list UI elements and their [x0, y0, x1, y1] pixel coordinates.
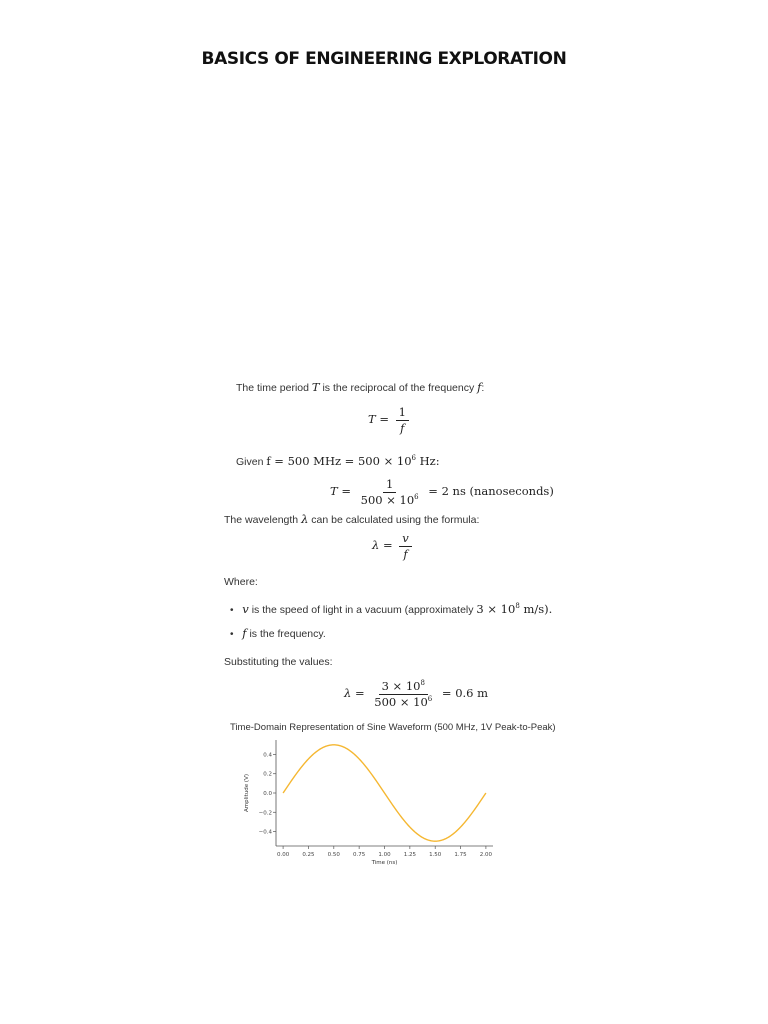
y-tick-label: −0.2	[258, 810, 272, 817]
substituting-label: Substituting the values:	[224, 656, 333, 668]
text-fragment: can be calculated using the formula:	[311, 514, 480, 526]
sine-wave-chart	[236, 734, 506, 874]
x-tick-label: 1.50	[429, 852, 442, 858]
numerator: 1	[396, 406, 409, 421]
y-tick-label: 0.4	[263, 752, 272, 759]
unit: Hz:	[419, 454, 440, 468]
sine-series-line	[283, 745, 486, 841]
exponent: 6	[427, 694, 433, 703]
unit: m/s).	[523, 602, 553, 616]
y-tick-label: 0.2	[263, 771, 272, 778]
x-tick-label: 0.25	[302, 852, 315, 858]
numerator-base: 3 × 10	[381, 679, 421, 693]
eq-lhs: T	[330, 484, 338, 499]
text-fragment: :	[481, 382, 485, 394]
bullet-text: is the speed of light in a vacuum (approximately	[251, 604, 474, 616]
denominator-base: 500 × 10	[360, 492, 415, 507]
numerator: v	[399, 532, 412, 547]
numerator	[379, 680, 428, 695]
given-expression	[266, 454, 439, 468]
symbol-lambda: λ	[301, 512, 309, 526]
x-tick-label: 1.75	[454, 852, 467, 858]
speed-base: 3 × 10	[476, 602, 516, 616]
denominator	[358, 493, 422, 507]
text-fragment: The time period	[236, 382, 309, 394]
fraction	[358, 478, 422, 506]
denominator: f	[403, 546, 408, 561]
page-title: BASICS OF ENGINEERING EXPLORATION	[201, 49, 567, 69]
bullet-speed-of-light	[230, 602, 552, 616]
fraction	[399, 532, 412, 560]
denominator-base: 500 × 10	[374, 694, 428, 709]
chart-ticks	[259, 752, 493, 858]
equation-period-value	[330, 478, 554, 506]
bullet-icon: •	[230, 629, 234, 640]
eq-equals: =	[354, 686, 365, 701]
eq-rhs: = 0.6 m	[441, 686, 489, 701]
y-tick-label: 0.0	[263, 791, 272, 797]
exponent: 6	[414, 492, 419, 501]
symbol-t: T	[311, 380, 320, 394]
text-line-wavelength	[224, 512, 479, 526]
y-tick-label: −0.4	[258, 829, 272, 836]
eq-lhs: λ	[372, 538, 380, 553]
x-axis-label: Time (ns)	[371, 860, 398, 866]
exponent: 8	[515, 602, 520, 610]
symbol-v: v	[242, 602, 249, 616]
equation-period	[368, 406, 412, 434]
eq-lhs: T	[368, 412, 376, 427]
fraction	[371, 680, 435, 708]
x-tick-label: 0.50	[327, 852, 340, 858]
symbol-f: f	[242, 626, 247, 640]
chart-title: Time-Domain Representation of Sine Waveform (500 MHz, 1V Peak-to-Peak)	[230, 722, 556, 733]
numerator: 1	[383, 478, 396, 493]
equation-wavelength-value	[344, 680, 488, 708]
text-line-given	[236, 454, 440, 468]
y-axis-label: Amplitude (V)	[244, 774, 250, 812]
given-value: f = 500 MHz = 500 × 10	[266, 454, 412, 468]
bullet-icon: •	[230, 605, 234, 616]
text-fragment: The wavelength	[224, 514, 299, 526]
exponent: 6	[411, 454, 416, 462]
symbol-f: f	[477, 380, 482, 394]
eq-equals: =	[379, 412, 389, 427]
eq-equals: =	[341, 484, 351, 499]
bullet-text: is the frequency.	[249, 628, 326, 640]
x-tick-label: 0.75	[353, 852, 366, 858]
x-tick-label: 2.00	[479, 852, 493, 858]
eq-lhs: λ	[344, 686, 352, 701]
text-fragment: is the reciprocal of the frequency	[322, 382, 475, 394]
eq-rhs: = 2 ns (nanoseconds)	[428, 484, 554, 499]
x-tick-label: 1.00	[378, 852, 391, 858]
eq-equals: =	[382, 538, 393, 553]
where-label: Where:	[224, 576, 258, 588]
denominator: f	[400, 420, 405, 435]
bullet-frequency	[230, 626, 326, 640]
equation-wavelength	[372, 532, 415, 560]
text-fragment: Given	[236, 456, 264, 468]
text-line-period	[236, 380, 484, 394]
fraction	[396, 406, 409, 434]
speed-value	[476, 602, 552, 616]
x-tick-label: 1.25	[403, 852, 416, 858]
exponent: 8	[420, 679, 425, 687]
denominator	[371, 695, 435, 709]
x-tick-label: 0.00	[276, 852, 290, 858]
